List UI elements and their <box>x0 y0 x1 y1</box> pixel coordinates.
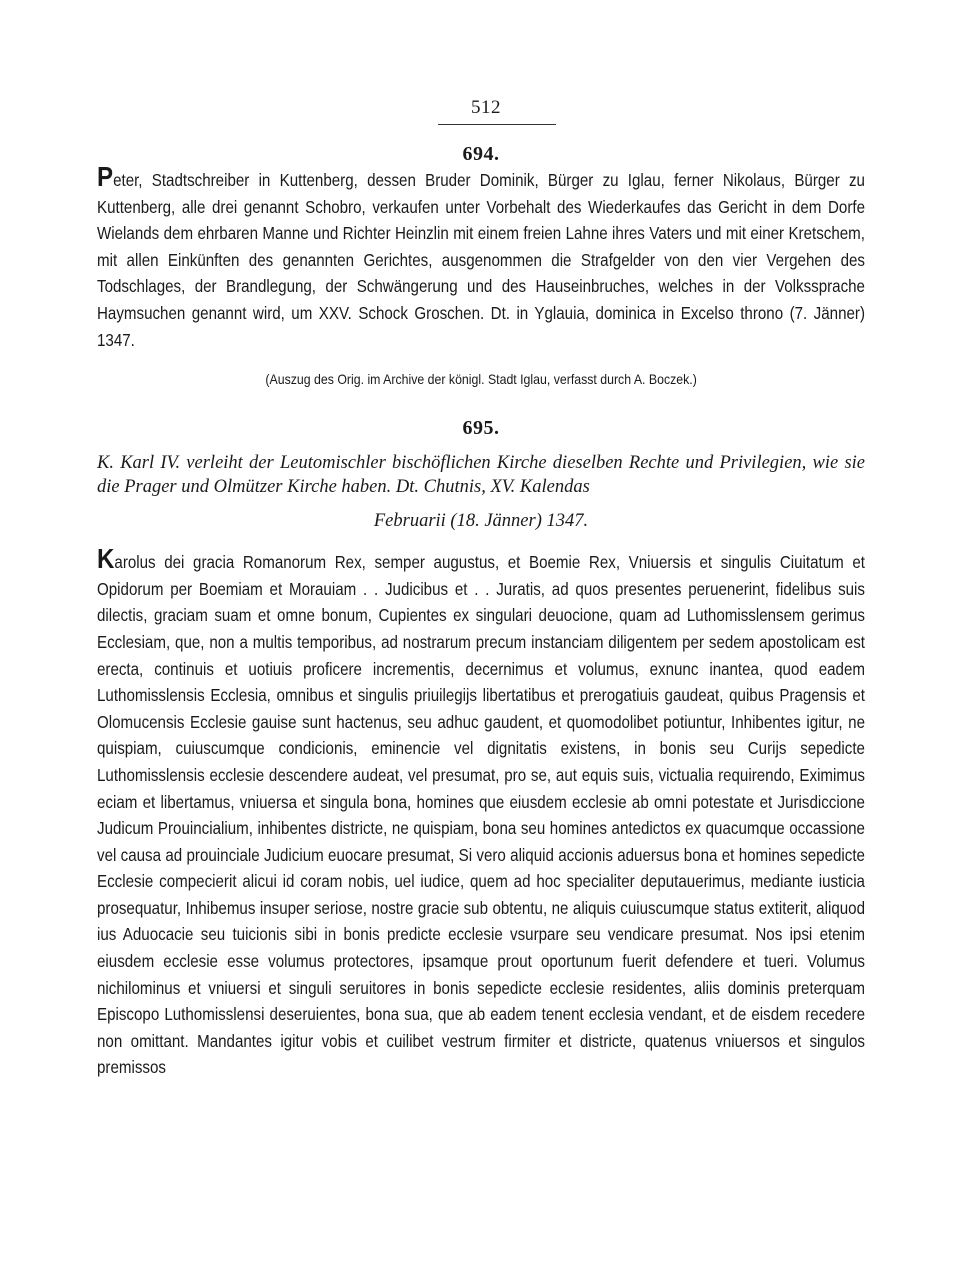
dropcap-k: K <box>97 543 115 575</box>
document-number-694: 694. <box>462 143 500 165</box>
document-number-695: 695. <box>462 417 500 440</box>
document-page <box>97 96 865 1081</box>
document-694-body: eter, Stadtschreiber in Kuttenberg, dessen Bruder Dominik, Bürger zu Iglau, ferner Nikolaus, Bürger zu Kuttenberg, alle drei genannt Schobro, verkaufen unter Vorbehalt des Wiederkaufes das Gericht in dem Dorfe Wielands dem ehrbaren Manne und Richter Heinzlin mit einem freien Lahne ihres Vaters und mit einer Kretschem, mit allen Einkünften des genannten Gerichtes, ausgenommen die Strafgelder von den vier Vergehen des Todschlages, der Brandlegung, der Schwängerung und des Hauseinbruches, welches in der Volkssprache Haymsuchen genannt wird, um XXV. Schock Groschen. Dt. in Yglauia, dominica in Excelso throno (7. Jänner) 1347. <box>97 170 865 350</box>
document-695-summary-date: Februarii (18. Jänner) 1347. <box>373 511 589 532</box>
document-695-body: arolus dei gracia Romanorum Rex, semper augustus, et Boemie Rex, Vniuersis et singulis Ciuitatum et Opidorum per Boemiam et Morauiam . . Judicibus et . . Juratis, ad quos presentes peruenerint, fidelibus suis dilectis, graciam suam et omne bonum, Cupientes ex singulari deuocione, quam ad Luthomisslensem gerimus Ecclesiam, que, non a multis temporibus, ad nostrarum precum instanciam diligentem per sedem apostolicam est erecta, continuis et uotiuis proficere incrementis, decernimus et volumus, exnunc inantea, quod eadem Luthomisslensis Ecclesia, omnibus et singulis priuilegijs libertatibus et prerogatiuis gaudeat, quibus Pragensis et Olomucensis Ecclesie gauise sunt hactenus, seu adhuc gaudent, et quomodolibet potiuntur, Inhibentes igitur, ne quispiam, cuiuscumque condicionis, eminencie vel dignitatis existens, in bonis seu Curijs sepedicte Luthomisslensis ecclesie descendere audeat, vel presumat, pro se, aut equis suis, victualia requirendo, Eximimus eciam et libertamus, vniuersa et singula bona, homines que eiusdem ecclesie ab omni potestate et Jurisdiccione Judicum Prouincialium, inhibentes districte, ne quispiam, bona seu homines antedictos ex quacumque occassione vel causa ad prouinciale Judicium euocare presumat, Si vero aliquid accionis aduersus bona et homines sepedicte Ecclesie compecierit alicui id coram nobis, uel iudice, quem ad hoc specialiter deputauerimus, mediante iusticia prosequatur, Inhibemus insuper seriose, nostre gracie sub obtentu, ne aliquis cuiuscumque status extiterit, aliquod ius Aduocacie seu tuicionis sibi in bonis predicte ecclesie vsurpare seu vendicare presumat. Nos ipsi etenim eiusdem ecclesie esse volumus protectores, ipsamque prout oportunum fuerit defendere et tueri. Volumus nichilominus et vniuersi et singuli seruitores in bonis sepedicte ecclesie residentes, aliis dominis preterquam Episcopo Luthomisslensi deseruientes, bona sua, que ab eadem tenent ecclesia vendant, et de eisdem recedere non omittant. Mandantes igitur vobis et cuilibet vestrum firmiter et districte, quatenus vniuersos et singulos premissos <box>97 552 865 1078</box>
page-number-rule <box>438 124 556 125</box>
source-note-text: (Auszug des Orig. im Archive der königl. Stadt Iglau, verfasst durch A. Boczek.) <box>265 371 697 388</box>
document-695-text <box>97 543 865 1081</box>
source-note <box>97 369 865 389</box>
page-number: 512 <box>471 97 501 118</box>
document-695-summary: K. Karl IV. verleiht der Leutomischler bischöflichen Kirche dieselben Rechte und Privilegien, wie sie die Prager und Olmützer Kirche haben. Dt. Chutnis, XV. Kalendas <box>97 453 865 498</box>
dropcap-p: P <box>97 161 114 192</box>
document-694-text <box>97 161 865 353</box>
